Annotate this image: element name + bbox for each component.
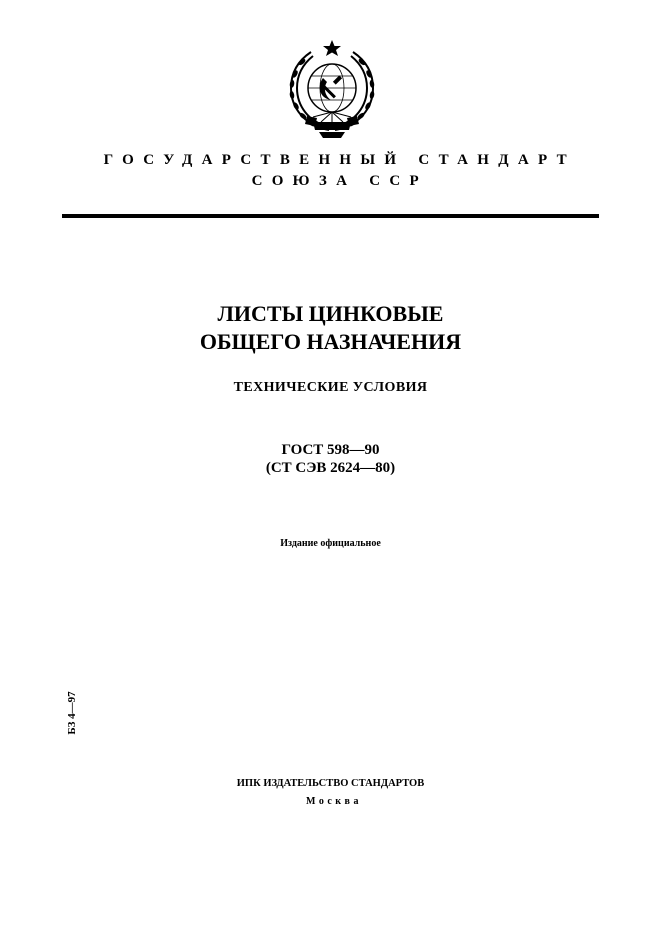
- header-title-line-2: СОЮЗА ССР: [251, 173, 428, 189]
- publisher-city: Москва: [306, 796, 362, 807]
- standard-code: ГОСТ 598—90: [281, 442, 380, 458]
- ussr-coat-of-arms-icon: [283, 38, 381, 142]
- header-title-line-1: ГОСУДАРСТВЕННЫЙ СТАНДАРТ: [103, 152, 576, 168]
- document-title-line-2: ОБЩЕГО НАЗНАЧЕНИЯ: [199, 329, 462, 354]
- header-divider: [62, 214, 599, 218]
- edition-label: Издание официальное: [280, 538, 381, 549]
- document-subtitle: ТЕХНИЧЕСКИЕ УСЛОВИЯ: [233, 380, 428, 395]
- publisher-name: ИПК ИЗДАТЕЛЬСТВО СТАНДАРТОВ: [236, 778, 425, 789]
- side-catalog-code: БЗ 4—97: [66, 691, 78, 735]
- document-title-line-1: ЛИСТЫ ЦИНКОВЫЕ: [217, 301, 444, 326]
- standard-alt-code: (СТ СЭВ 2624—80): [265, 460, 396, 476]
